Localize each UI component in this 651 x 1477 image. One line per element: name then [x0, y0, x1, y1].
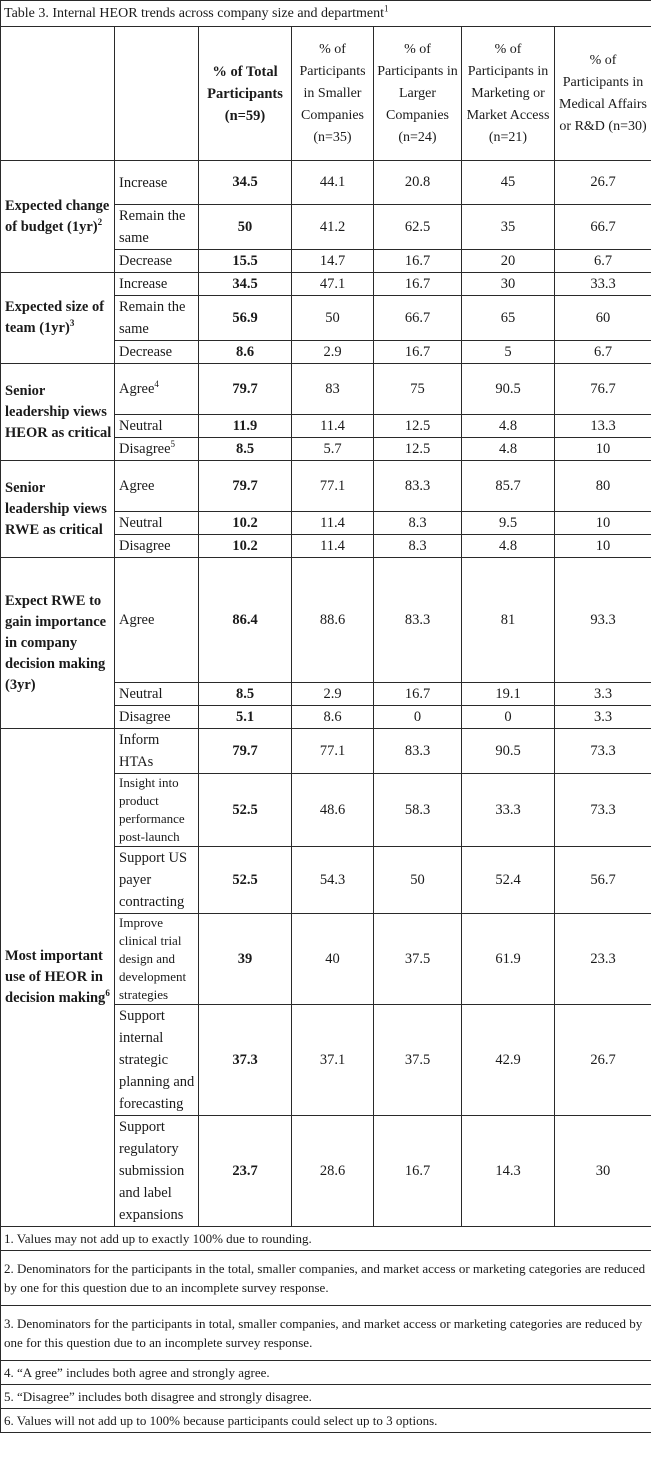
value-cell-larger-companies: 62.5: [374, 205, 462, 250]
category-footnote-marker: 3: [69, 318, 75, 329]
value-cell-smaller-companies: 11.4: [292, 535, 374, 558]
footnote-row: [1, 1306, 651, 1361]
value-cell-larger-companies: 50: [374, 847, 462, 914]
value-cell-larger-companies: 58.3: [374, 774, 462, 847]
response-label-text: Disagree: [119, 538, 171, 554]
value-cell-larger-companies: 12.5: [374, 438, 462, 461]
value-cell-larger-companies: 16.7: [374, 1116, 462, 1227]
response-label: [115, 250, 199, 273]
value-cell-medical-affairs-rd: 73.3: [555, 729, 651, 774]
value-cell-marketing-market-access: 20: [462, 250, 555, 273]
response-label-text: Increase: [119, 276, 168, 292]
value-cell-marketing-market-access: 4.8: [462, 415, 555, 438]
category-text: Expected size of team (1yr): [5, 299, 105, 336]
table-title: [1, 1, 651, 27]
value-cell-smaller-companies: 54.3: [292, 847, 374, 914]
value-cell-medical-affairs-rd: 30: [555, 1116, 651, 1227]
category-label: [1, 364, 115, 461]
category-text: Senior leadership views HEOR as critical: [5, 382, 112, 441]
category-label: [1, 461, 115, 558]
value-cell-medical-affairs-rd: 6.7: [555, 250, 651, 273]
response-label: [115, 683, 199, 706]
value-cell-marketing-market-access: 33.3: [462, 774, 555, 847]
value-cell-larger-companies: 75: [374, 364, 462, 415]
footnote-row: [1, 1409, 651, 1433]
header-empty-category: [1, 27, 115, 161]
response-label: [115, 535, 199, 558]
response-label-text: Neutral: [119, 515, 163, 531]
table-row: [1, 273, 651, 296]
value-cell-larger-companies: 83.3: [374, 729, 462, 774]
value-cell-smaller-companies: 28.6: [292, 1116, 374, 1227]
value-cell-medical-affairs-rd: 56.7: [555, 847, 651, 914]
value-cell-smaller-companies: 41.2: [292, 205, 374, 250]
response-label-text: Improve clinical trial design and development strategies: [119, 915, 187, 1002]
value-cell-medical-affairs-rd: 23.3: [555, 914, 651, 1005]
value-cell-medical-affairs-rd: 10: [555, 512, 651, 535]
response-label: [115, 415, 199, 438]
value-cell-marketing-market-access: 85.7: [462, 461, 555, 512]
value-cell-total: 37.3: [199, 1005, 292, 1116]
category-label: [1, 273, 115, 364]
value-cell-marketing-market-access: 4.8: [462, 535, 555, 558]
footnote-row: [1, 1251, 651, 1306]
value-cell-medical-affairs-rd: 33.3: [555, 273, 651, 296]
value-cell-marketing-market-access: 45: [462, 161, 555, 205]
header-marketing-market-access: % of Participants in Marketing or Market Access (n=21): [462, 27, 555, 161]
value-cell-medical-affairs-rd: 6.7: [555, 341, 651, 364]
response-label-text: Neutral: [119, 418, 163, 434]
value-cell-total: 8.6: [199, 341, 292, 364]
value-cell-medical-affairs-rd: 10: [555, 438, 651, 461]
response-label: [115, 273, 199, 296]
value-cell-smaller-companies: 50: [292, 296, 374, 341]
value-cell-larger-companies: 37.5: [374, 1005, 462, 1116]
response-label-text: Inform HTAs: [119, 732, 160, 770]
value-cell-marketing-market-access: 90.5: [462, 364, 555, 415]
table-row: [1, 729, 651, 774]
category-label: [1, 558, 115, 729]
footnote: 4. “A gree” includes both agree and strongly agree.: [1, 1361, 651, 1385]
value-cell-smaller-companies: 47.1: [292, 273, 374, 296]
value-cell-total: 34.5: [199, 273, 292, 296]
response-label: [115, 364, 199, 415]
value-cell-marketing-market-access: 35: [462, 205, 555, 250]
header-empty-response: [115, 27, 199, 161]
table-title-text: Table 3. Internal HEOR trends across company size and department: [4, 5, 385, 21]
footnote: 2. Denominators for the participants in the total, smaller companies, and market access or marketing categories are reduced by one for this question due to an incomplete survey response.: [1, 1251, 651, 1306]
value-cell-smaller-companies: 8.6: [292, 706, 374, 729]
value-cell-marketing-market-access: 14.3: [462, 1116, 555, 1227]
response-label: [115, 461, 199, 512]
response-label: [115, 512, 199, 535]
value-cell-total: 39: [199, 914, 292, 1005]
category-footnote-marker: 6: [105, 988, 110, 999]
response-label-text: Agree: [119, 381, 155, 397]
value-cell-total: 15.5: [199, 250, 292, 273]
response-label: [115, 774, 199, 847]
header-row: [1, 27, 651, 161]
value-cell-larger-companies: 66.7: [374, 296, 462, 341]
value-cell-medical-affairs-rd: 66.7: [555, 205, 651, 250]
value-cell-larger-companies: 20.8: [374, 161, 462, 205]
header-larger-companies: % of Participants in Larger Companies (n=24): [374, 27, 462, 161]
response-label-text: Support internal strategic planning and forecasting: [119, 1008, 195, 1112]
response-label: [115, 729, 199, 774]
value-cell-smaller-companies: 44.1: [292, 161, 374, 205]
category-text: Senior leadership views RWE as critical: [5, 479, 107, 538]
value-cell-larger-companies: 83.3: [374, 558, 462, 683]
value-cell-larger-companies: 12.5: [374, 415, 462, 438]
value-cell-larger-companies: 16.7: [374, 273, 462, 296]
value-cell-total: 79.7: [199, 364, 292, 415]
table-row: [1, 558, 651, 683]
response-label-text: Neutral: [119, 686, 163, 702]
value-cell-total: 8.5: [199, 683, 292, 706]
response-label-text: Increase: [119, 174, 168, 191]
value-cell-total: 86.4: [199, 558, 292, 683]
value-cell-larger-companies: 8.3: [374, 512, 462, 535]
value-cell-total: 10.2: [199, 535, 292, 558]
value-cell-medical-affairs-rd: 3.3: [555, 706, 651, 729]
value-cell-total: 52.5: [199, 774, 292, 847]
footnote: 3. Denominators for the participants in total, smaller companies, and market access or marketing categories are reduced by one for this question due to an incomplete survey response.: [1, 1306, 651, 1361]
response-label-text: Remain the same: [119, 299, 186, 337]
value-cell-marketing-market-access: 19.1: [462, 683, 555, 706]
value-cell-total: 23.7: [199, 1116, 292, 1227]
value-cell-total: 11.9: [199, 415, 292, 438]
table-row: [1, 461, 651, 512]
value-cell-smaller-companies: 37.1: [292, 1005, 374, 1116]
value-cell-smaller-companies: 77.1: [292, 461, 374, 512]
value-cell-marketing-market-access: 30: [462, 273, 555, 296]
response-label-text: Support regulatory submission and label expansions: [119, 1119, 185, 1223]
value-cell-total: 34.5: [199, 161, 292, 205]
response-label: [115, 1005, 199, 1116]
response-label-text: Insight into product performance post-launch: [119, 775, 185, 844]
response-label: [115, 1116, 199, 1227]
response-label-text: Support US payer contracting: [119, 850, 188, 910]
value-cell-marketing-market-access: 61.9: [462, 914, 555, 1005]
response-label-text: Remain the same: [119, 208, 186, 246]
response-label: [115, 341, 199, 364]
table-row: [1, 161, 651, 205]
value-cell-total: 56.9: [199, 296, 292, 341]
value-cell-total: 50: [199, 205, 292, 250]
response-label: [115, 847, 199, 914]
value-cell-medical-affairs-rd: 26.7: [555, 161, 651, 205]
footnote: 5. “Disagree” includes both disagree and strongly disagree.: [1, 1385, 651, 1409]
category-text: Expected change of budget (1yr): [5, 197, 110, 235]
title-row: [1, 1, 651, 27]
response-label-text: Disagree: [119, 709, 171, 725]
value-cell-larger-companies: 16.7: [374, 250, 462, 273]
table-row: [1, 364, 651, 415]
header-total: % of Total Participants (n=59): [199, 27, 292, 161]
value-cell-marketing-market-access: 5: [462, 341, 555, 364]
value-cell-marketing-market-access: 65: [462, 296, 555, 341]
category-label: [1, 729, 115, 1227]
value-cell-larger-companies: 16.7: [374, 683, 462, 706]
value-cell-total: 10.2: [199, 512, 292, 535]
footnote-row: [1, 1385, 651, 1409]
response-label: [115, 161, 199, 205]
response-footnote-marker: 4: [154, 379, 159, 390]
value-cell-medical-affairs-rd: 26.7: [555, 1005, 651, 1116]
value-cell-larger-companies: 8.3: [374, 535, 462, 558]
value-cell-total: 79.7: [199, 461, 292, 512]
value-cell-smaller-companies: 40: [292, 914, 374, 1005]
value-cell-total: 52.5: [199, 847, 292, 914]
value-cell-medical-affairs-rd: 93.3: [555, 558, 651, 683]
value-cell-larger-companies: 37.5: [374, 914, 462, 1005]
response-label: [115, 558, 199, 683]
footnote: 6. Values will not add up to 100% because participants could select up to 3 options.: [1, 1409, 651, 1433]
value-cell-medical-affairs-rd: 13.3: [555, 415, 651, 438]
response-label: [115, 205, 199, 250]
value-cell-marketing-market-access: 9.5: [462, 512, 555, 535]
value-cell-larger-companies: 16.7: [374, 341, 462, 364]
value-cell-marketing-market-access: 0: [462, 706, 555, 729]
value-cell-medical-affairs-rd: 80: [555, 461, 651, 512]
value-cell-smaller-companies: 11.4: [292, 415, 374, 438]
footnote: 1. Values may not add up to exactly 100% due to rounding.: [1, 1227, 651, 1251]
response-label: [115, 438, 199, 461]
value-cell-total: 8.5: [199, 438, 292, 461]
value-cell-smaller-companies: 88.6: [292, 558, 374, 683]
response-label: [115, 706, 199, 729]
response-label: [115, 914, 199, 1005]
footnote-row: [1, 1227, 651, 1251]
response-label-text: Disagree: [119, 441, 171, 457]
value-cell-smaller-companies: 77.1: [292, 729, 374, 774]
value-cell-smaller-companies: 14.7: [292, 250, 374, 273]
value-cell-medical-affairs-rd: 73.3: [555, 774, 651, 847]
value-cell-larger-companies: 83.3: [374, 461, 462, 512]
value-cell-total: 5.1: [199, 706, 292, 729]
value-cell-marketing-market-access: 52.4: [462, 847, 555, 914]
value-cell-larger-companies: 0: [374, 706, 462, 729]
value-cell-total: 79.7: [199, 729, 292, 774]
header-smaller-companies: % of Participants in Smaller Companies (n=35): [292, 27, 374, 161]
value-cell-marketing-market-access: 4.8: [462, 438, 555, 461]
value-cell-medical-affairs-rd: 76.7: [555, 364, 651, 415]
response-footnote-marker: 5: [170, 439, 176, 450]
table-title-footnote-marker: 1: [384, 2, 389, 13]
value-cell-marketing-market-access: 81: [462, 558, 555, 683]
value-cell-smaller-companies: 83: [292, 364, 374, 415]
value-cell-smaller-companies: 2.9: [292, 341, 374, 364]
value-cell-marketing-market-access: 90.5: [462, 729, 555, 774]
header-medical-affairs-rd: % of Participants in Medical Affairs or R&D (n=30): [555, 27, 651, 161]
value-cell-smaller-companies: 11.4: [292, 512, 374, 535]
response-label-text: Agree: [119, 478, 155, 494]
value-cell-marketing-market-access: 42.9: [462, 1005, 555, 1116]
response-label-text: Decrease: [119, 253, 173, 269]
response-label-text: Decrease: [119, 344, 173, 360]
category-text: Most important use of HEOR in decision making: [5, 948, 106, 1006]
response-label: [115, 296, 199, 341]
category-text: Expect RWE to gain importance in company decision making (3yr): [5, 592, 107, 693]
category-label: [1, 161, 115, 273]
value-cell-medical-affairs-rd: 60: [555, 296, 651, 341]
value-cell-medical-affairs-rd: 10: [555, 535, 651, 558]
response-label-text: Agree: [119, 612, 155, 628]
value-cell-smaller-companies: 2.9: [292, 683, 374, 706]
value-cell-smaller-companies: 5.7: [292, 438, 374, 461]
category-footnote-marker: 2: [97, 216, 103, 227]
value-cell-medical-affairs-rd: 3.3: [555, 683, 651, 706]
footnote-row: [1, 1361, 651, 1385]
value-cell-smaller-companies: 48.6: [292, 774, 374, 847]
